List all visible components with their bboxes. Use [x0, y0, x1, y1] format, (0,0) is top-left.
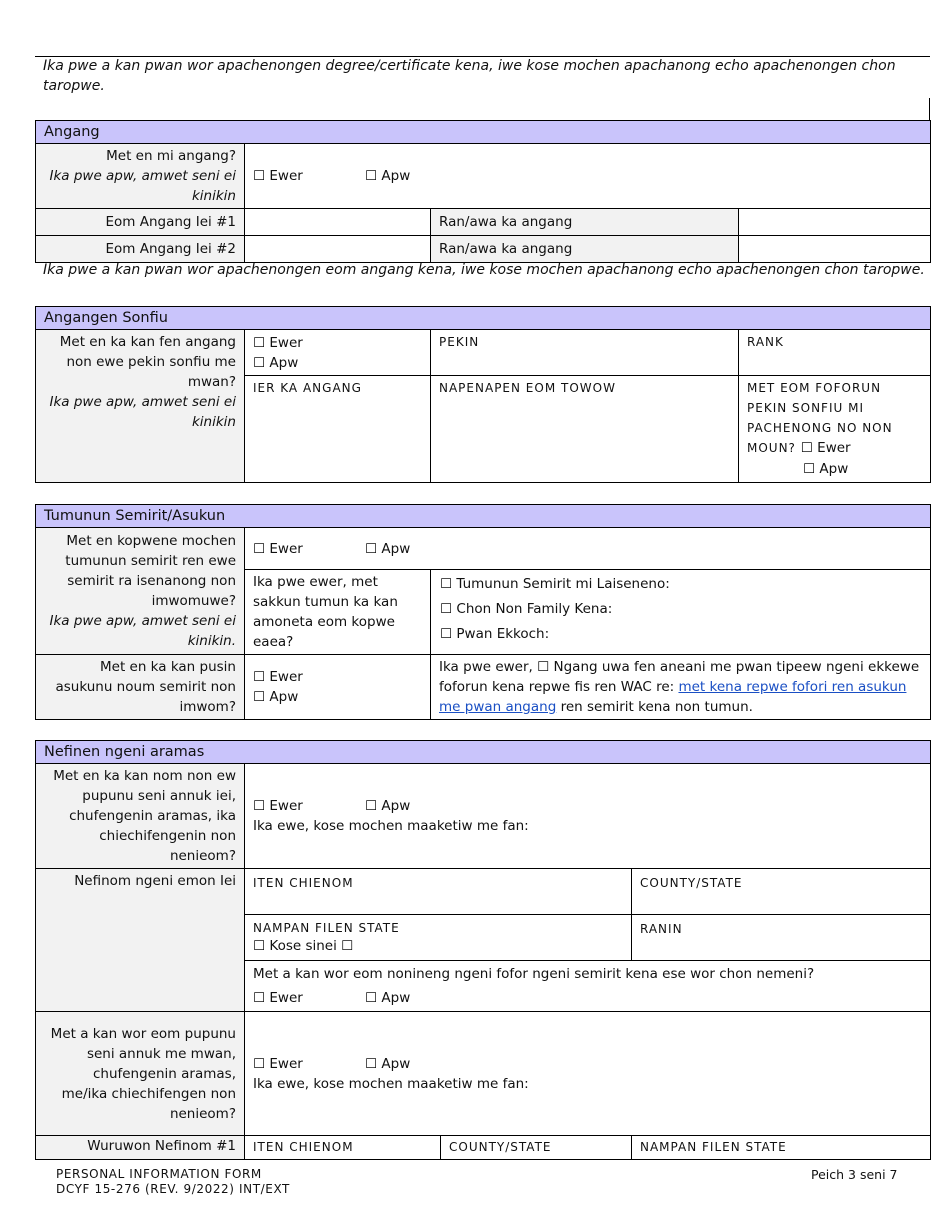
sonfiu-question-cell [36, 330, 245, 483]
nefinen-answer1-cell [245, 764, 931, 869]
nefinom-nampan-cell [245, 915, 632, 961]
sonfiu-hint: Ika pwe apw, amwet seni ei kinikin [49, 394, 236, 430]
angang-row2-label: Eom Angang Iei #2 [36, 236, 245, 263]
semirit-yes-checkbox[interactable]: ☐ Ewer [253, 540, 303, 557]
nefinen-question1: Met en ka kan nom non ew pupunu seni annuk iei, chufengenin aramas, ika chiechifengenin non nenieom? [36, 764, 245, 869]
nefinom-met-kan-wor-cell [245, 961, 931, 1012]
semirit-no-checkbox[interactable]: ☐ Apw [365, 540, 411, 557]
angang-row1-field-input[interactable] [739, 209, 931, 236]
nefinom-iten-field[interactable]: ITEN CHIENOM [245, 869, 632, 915]
nefinom-label: Nefinom ngeni emon Iei [36, 869, 245, 1012]
sonfiu-section [35, 306, 931, 483]
semirit-check-ekkoch[interactable]: ☐ Pwan Ekkoch: [440, 626, 550, 642]
wuruwon-iten-field[interactable]: ITEN CHIENOM [245, 1136, 441, 1160]
angang-row1-field-label: Ran/awa ka angang [431, 209, 739, 236]
semirit-question-cell [36, 528, 245, 655]
angang-hint: Ika pwe apw, amwet seni ei kinikin [49, 168, 236, 204]
sonfiu-pekin-field[interactable]: PEKIN [431, 330, 739, 376]
sonfiu-answer-cell [245, 330, 431, 376]
semirit-header: Tumunun Semirit/Asukun [36, 505, 931, 528]
angang-row2-field-label: Ran/awa ka angang [431, 236, 739, 263]
nefinen-q1-no-checkbox[interactable]: ☐ Apw [365, 798, 411, 814]
asukun-question: Met en ka kan pusin asukunu noum semirit non imwom? [36, 655, 245, 720]
sonfiu-question: Met en ka kan fen angang non ewe pekin sonfiu me mwan? [59, 334, 236, 390]
semirit-hint: Ika pwe apw, amwet seni ei kinikin. [49, 613, 236, 649]
nefinom-nampan-label: NAMPAN FILEN STATE [253, 921, 400, 935]
asukun-link[interactable]: met kena repwe fofori ren asukun me pwan angang [439, 679, 907, 715]
wuruwon-label: Wuruwon Nefinom #1 [36, 1136, 245, 1160]
wuruwon-county-field[interactable]: COUNTY/STATE [441, 1136, 632, 1160]
angang-row1-input[interactable] [245, 209, 431, 236]
nefinen-question2: Met a kan wor eom pupunu seni annuk me mwan, chufengenin aramas, me/ika chiechifengen non nenieom? [36, 1012, 245, 1136]
angang-section [35, 120, 931, 263]
nefinen-q2-no-checkbox[interactable]: ☐ Apw [365, 1055, 411, 1072]
footer-form-name: PERSONAL INFORMATION FORM [56, 1167, 262, 1181]
asukun-no-checkbox[interactable]: ☐ Apw [253, 689, 299, 705]
nefinen-q1-explain: Ika ewe, kose mochen maaketiw me fan: [253, 818, 529, 834]
nefinom-met-kan-wor: Met a kan wor eom nonineng ngeni fofor ngeni semirit kena ese wor chon nemeni? [253, 966, 815, 982]
nefinen-q2-explain: Ika ewe, kose mochen maaketiw me fan: [253, 1075, 529, 1092]
angang-question: Met en mi angang? [106, 148, 236, 164]
semirit-checks-cell [431, 570, 931, 655]
margin-tick [929, 98, 930, 122]
footer-form-code: DCYF 15-276 (REV. 9/2022) INT/EXT [56, 1182, 290, 1196]
semirit-check-laiseneno[interactable]: ☐ Tumunun Semirit mi Laiseneno: [440, 576, 670, 592]
semirit-sub-question: Ika pwe ewer, met sakkun tumun ka kan amoneta eom kopwe eaea? [245, 570, 431, 655]
sonfiu-met-eom-cell [739, 376, 931, 483]
sonfiu-met-eom-no-checkbox[interactable]: ☐ Apw [803, 461, 849, 477]
sonfiu-met-eom-yes-checkbox[interactable]: ☐ Ewer [800, 440, 851, 456]
nefinen-answer2-cell [245, 1012, 931, 1136]
angang-no-checkbox[interactable]: ☐ Apw [365, 168, 411, 184]
semirit-check-family[interactable]: ☐ Chon Non Family Kena: [440, 601, 613, 617]
sonfiu-ier-field[interactable]: IER KA ANGANG [245, 376, 431, 483]
sonfiu-header: Angangen Sonfiu [36, 307, 931, 330]
angang-note: Ika pwe a kan pwan wor apachenongen eom angang kena, iwe kose mochen apachanong echo apachenongen chon taropwe. [43, 262, 925, 278]
nefinen-section [35, 740, 931, 1160]
sonfiu-rank-field[interactable]: RANK [739, 330, 931, 376]
angang-row2-input[interactable] [245, 236, 431, 263]
nefinom-no-checkbox[interactable]: ☐ Apw [365, 990, 411, 1006]
angang-row1-label: Eom Angang Iei #1 [36, 209, 245, 236]
nefinom-kose-sinei-checkbox[interactable]: ☐ Kose sinei ☐ [253, 938, 354, 954]
angang-header: Angang [36, 121, 931, 144]
asukun-answer-cell [245, 655, 431, 720]
page-number: Peich 3 seni 7 [811, 1167, 898, 1182]
asukun-text-a[interactable]: Ika pwe ewer, ☐ Ngang uwa fen aneani me pwan tipeew ngeni ekkewe foforun kena repwe fis ren WAC re: [439, 659, 920, 695]
angang-yes-checkbox[interactable]: ☐ Ewer [253, 168, 303, 184]
top-note: Ika pwe a kan pwan wor apachenongen degree/certificate kena, iwe kose mochen apachanong echo apachenongen chon taropwe. [43, 58, 896, 94]
asukun-text-cell [431, 655, 931, 720]
asukun-text-b: ren semirit kena non tumun. [556, 699, 753, 715]
angang-answer-cell [245, 144, 931, 209]
sonfiu-met-eom-label: MET EOM FOFORUN PEKIN SONFIU MI PACHENONG NO NON MOUN? [747, 381, 893, 455]
nefinen-q1-yes-checkbox[interactable]: ☐ Ewer [253, 798, 303, 814]
semirit-question: Met en kopwene mochen tumunun semirit ren ewe semirit ra isenanong non imwomuwe? [65, 533, 236, 609]
asukun-yes-checkbox[interactable]: ☐ Ewer [253, 669, 303, 685]
nefinom-ranin-field[interactable]: RANIN [632, 915, 931, 961]
semirit-answer-cell [245, 528, 931, 570]
sonfiu-napenapen-field[interactable]: NAPENAPEN EOM TOWOW [431, 376, 739, 483]
semirit-section [35, 504, 931, 720]
nefinom-yes-checkbox[interactable]: ☐ Ewer [253, 990, 303, 1006]
wuruwon-nampan-field[interactable]: NAMPAN FILEN STATE [632, 1136, 931, 1160]
sonfiu-no-checkbox[interactable]: ☐ Apw [253, 354, 299, 371]
angang-question-cell [36, 144, 245, 209]
sonfiu-yes-checkbox[interactable]: ☐ Ewer [253, 334, 303, 351]
nefinen-q2-yes-checkbox[interactable]: ☐ Ewer [253, 1055, 303, 1072]
footer-form-info [56, 1167, 290, 1197]
nefinen-header: Nefinen ngeni aramas [36, 741, 931, 764]
nefinom-county-field[interactable]: COUNTY/STATE [632, 869, 931, 915]
angang-row2-field-input[interactable] [739, 236, 931, 263]
